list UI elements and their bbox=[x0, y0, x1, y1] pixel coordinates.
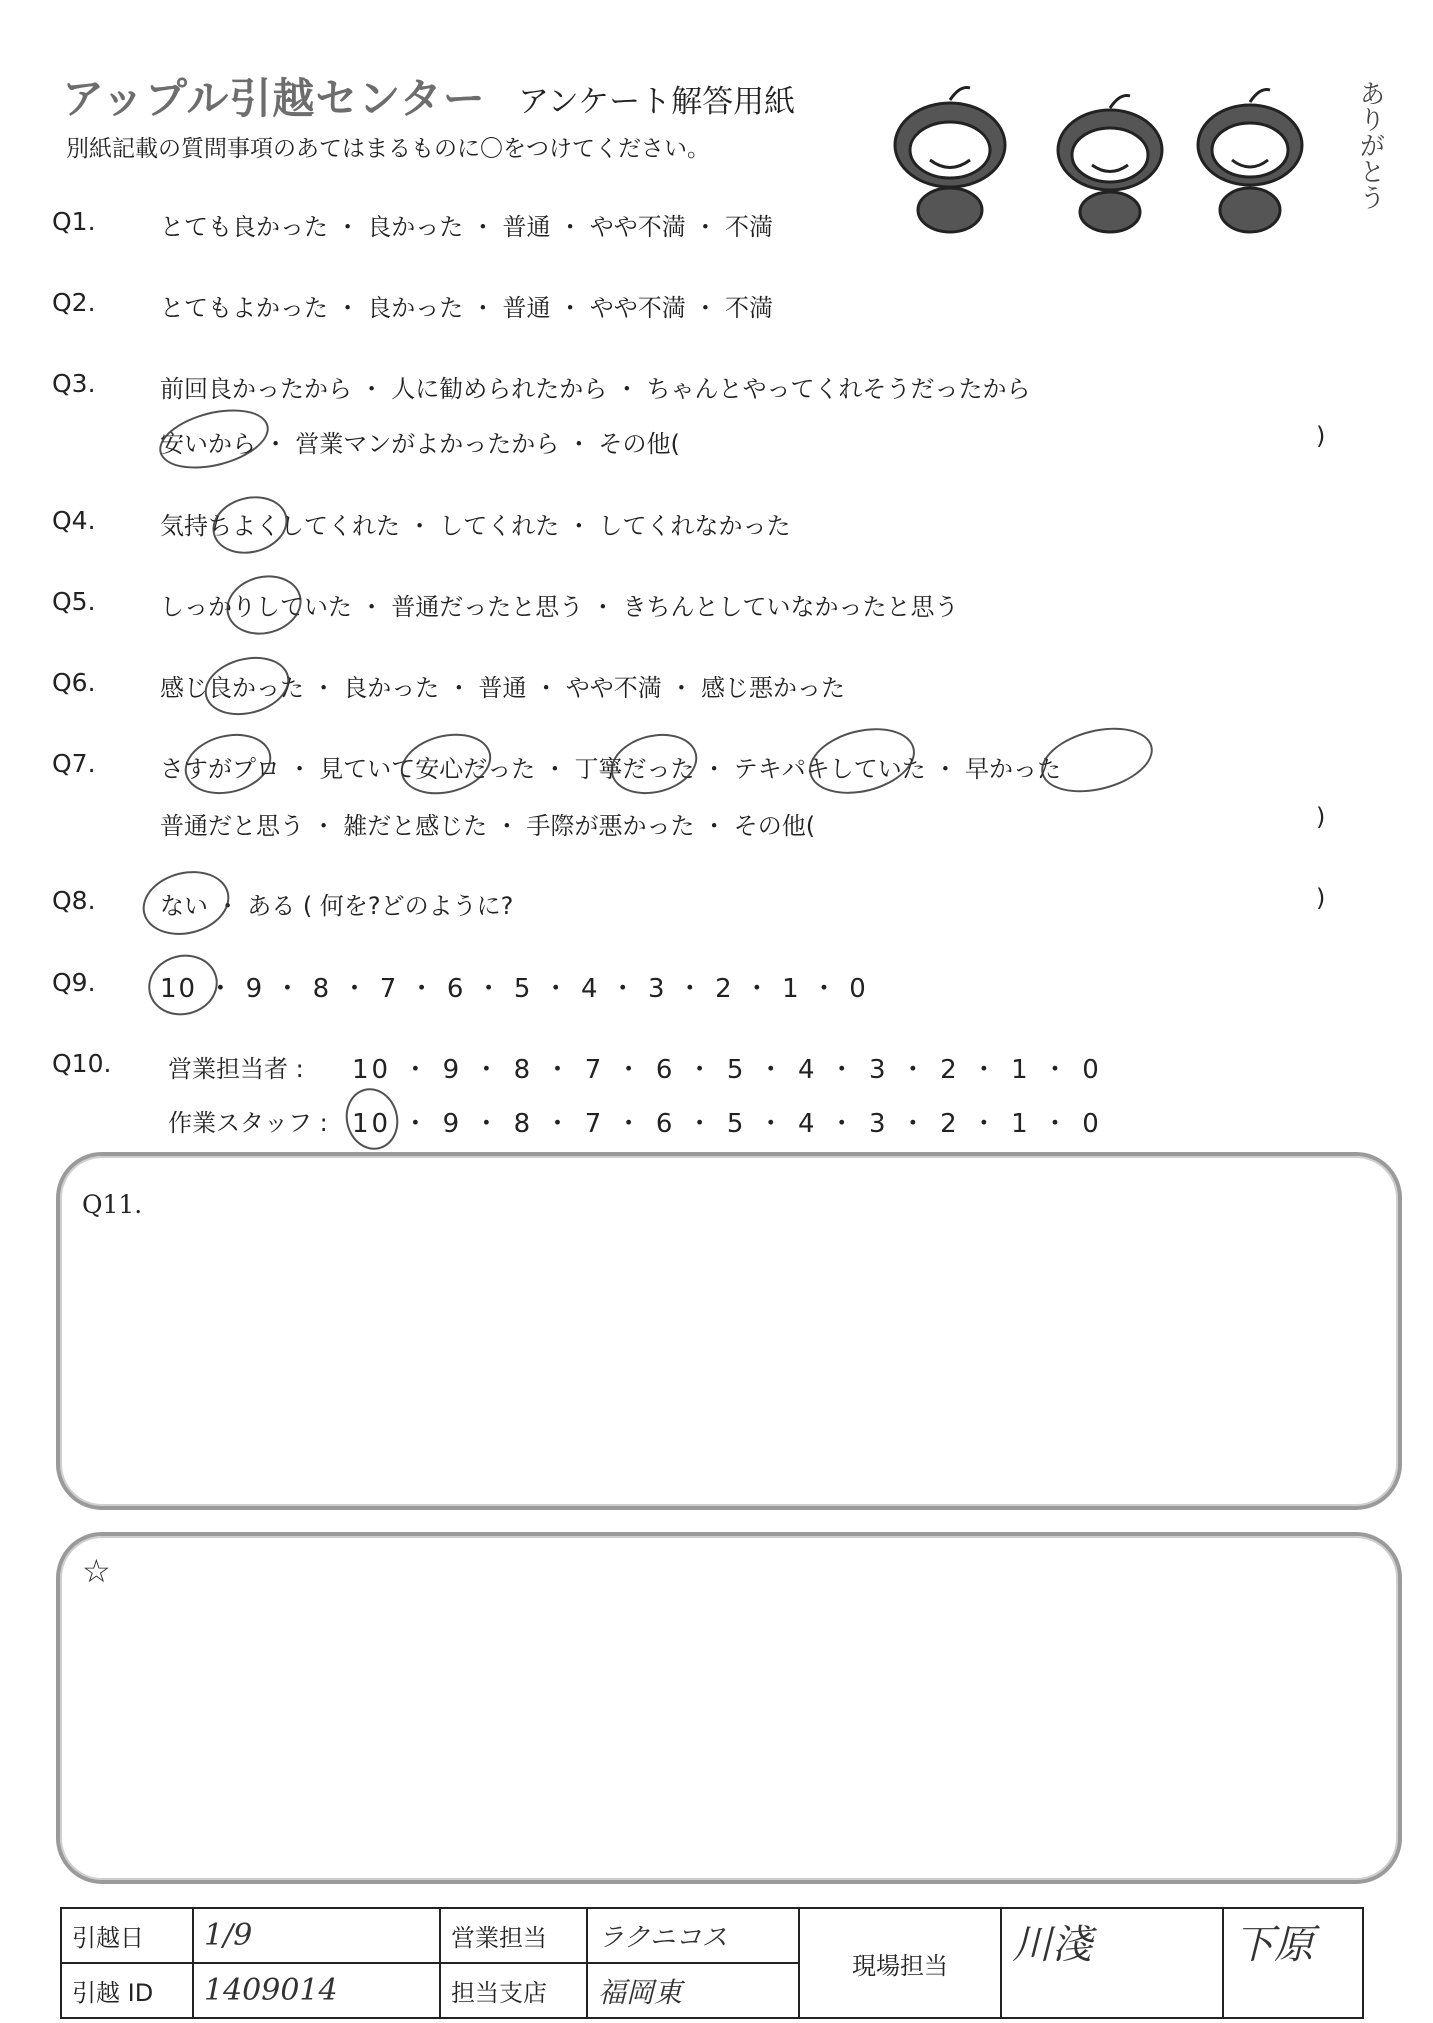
q9-scale: 10 ・ 9 ・ 8 ・ 7 ・ 6 ・ 5 ・ 4 ・ 3 ・ 2 ・ 1 ・ 0 bbox=[160, 974, 868, 1004]
site-staff-2: 下原 bbox=[1223, 1908, 1363, 2018]
site-staff-1: 川淺 bbox=[1001, 1908, 1223, 2018]
answer-mark-q6 bbox=[199, 648, 296, 723]
mascot-1 bbox=[895, 88, 1005, 233]
answer-mark-q7-e bbox=[1034, 717, 1159, 803]
mascot-2 bbox=[1058, 96, 1162, 233]
q1-options: とても良かった ・ 良かった ・ 普通 ・ やや不満 ・ 不満 bbox=[160, 213, 774, 241]
q8-options: ない ・ ある ( 何を?どのように? bbox=[160, 892, 514, 920]
q7-close-paren: ) bbox=[1316, 803, 1326, 831]
q9-label: Q9. bbox=[52, 968, 96, 997]
footer-info-table bbox=[60, 1907, 1364, 2019]
moving-date-value: 1/9 bbox=[193, 1908, 440, 1963]
answer-mark-q10 bbox=[339, 1083, 404, 1156]
q3-options-line2: 安いから ・ 営業マンがよかったから ・ その他( bbox=[160, 430, 680, 458]
q6-options: 感じ良かった ・ 良かった ・ 普通 ・ やや不満 ・ 感じ悪かった bbox=[160, 674, 846, 702]
q7-options-line1: さすがプロ ・ 見ていて安心だった ・ 丁寧だった ・ テキパキしていた ・ 早かった bbox=[160, 755, 1062, 783]
branch-value: 福岡東 bbox=[587, 1963, 799, 2018]
q3-options-line1: 前回良かったから ・ 人に勧められたから ・ ちゃんとやってくれそうだったから bbox=[160, 375, 1031, 403]
q10-staff-name: 作業スタッフ : bbox=[168, 1109, 328, 1137]
form-subtitle: アンケート解答用紙 bbox=[518, 84, 796, 120]
q10-label: Q10. bbox=[52, 1049, 112, 1078]
answer-mark-q9 bbox=[142, 947, 224, 1022]
answer-mark-q7-a bbox=[178, 725, 277, 803]
answer-mark-q7-b bbox=[394, 725, 497, 804]
moving-id-label: 引越 ID bbox=[61, 1963, 193, 2018]
q2-options: とてもよかった ・ 良かった ・ 普通 ・ やや不満 ・ 不満 bbox=[160, 294, 774, 322]
q3-label: Q3. bbox=[52, 369, 96, 398]
q1-label: Q1. bbox=[52, 207, 96, 236]
q2-label: Q2. bbox=[52, 288, 96, 317]
star-icon: ☆ bbox=[82, 1552, 111, 1590]
answer-mark-q8 bbox=[136, 862, 236, 943]
q10-sales-name: 営業担当者 : bbox=[168, 1055, 304, 1083]
answer-mark-q4 bbox=[206, 489, 293, 562]
q7-label: Q7. bbox=[52, 749, 96, 778]
q6-label: Q6. bbox=[52, 668, 96, 697]
q8-close-paren: ) bbox=[1316, 884, 1326, 912]
q5-options: しっかりしていた ・ 普通だったと思う ・ きちんとしていなかったと思う bbox=[160, 593, 959, 621]
q10-staff-scale: 10 ・ 9 ・ 8 ・ 7 ・ 6 ・ 5 ・ 4 ・ 3 ・ 2 ・ 1 ・ 0 bbox=[352, 1109, 1102, 1139]
mascot-illustration bbox=[890, 70, 1370, 240]
mascot-3 bbox=[1198, 90, 1302, 233]
answer-mark-q7-d bbox=[802, 718, 922, 804]
moving-date-label: 引越日 bbox=[61, 1908, 193, 1963]
moving-id-value: 1409014 bbox=[193, 1963, 440, 2018]
answer-mark-q7-c bbox=[604, 725, 703, 803]
instruction-text: 別紙記載の質問事項のあてはまるものに〇をつけてください。 bbox=[66, 136, 710, 162]
q4-label: Q4. bbox=[52, 506, 96, 535]
q11-label: Q11. bbox=[82, 1190, 143, 1219]
mascot-caption: ありがとう bbox=[1355, 80, 1385, 210]
answer-mark-q5 bbox=[220, 568, 308, 643]
q5-label: Q5. bbox=[52, 587, 96, 616]
q8-label: Q8. bbox=[52, 886, 96, 915]
q11-comment-box[interactable] bbox=[56, 1152, 1402, 1510]
site-label: 現場担当 bbox=[799, 1908, 1001, 2018]
sales-value: ラクニコス bbox=[587, 1908, 799, 1963]
sales-label: 営業担当 bbox=[440, 1908, 587, 1963]
branch-label: 担当支店 bbox=[440, 1963, 587, 2018]
q7-options-line2: 普通だと思う ・ 雑だと感じた ・ 手際が悪かった ・ その他( bbox=[160, 812, 816, 840]
star-comment-box[interactable] bbox=[56, 1532, 1402, 1884]
brand-title: アップル引越センター bbox=[62, 74, 486, 123]
answer-mark-q3 bbox=[153, 399, 275, 478]
q10-sales-scale: 10 ・ 9 ・ 8 ・ 7 ・ 6 ・ 5 ・ 4 ・ 3 ・ 2 ・ 1 ・ 0 bbox=[352, 1055, 1102, 1085]
q4-options: 気持ちよくしてくれた ・ してくれた ・ してくれなかった bbox=[160, 512, 791, 540]
q3-close-paren: ) bbox=[1316, 422, 1326, 450]
